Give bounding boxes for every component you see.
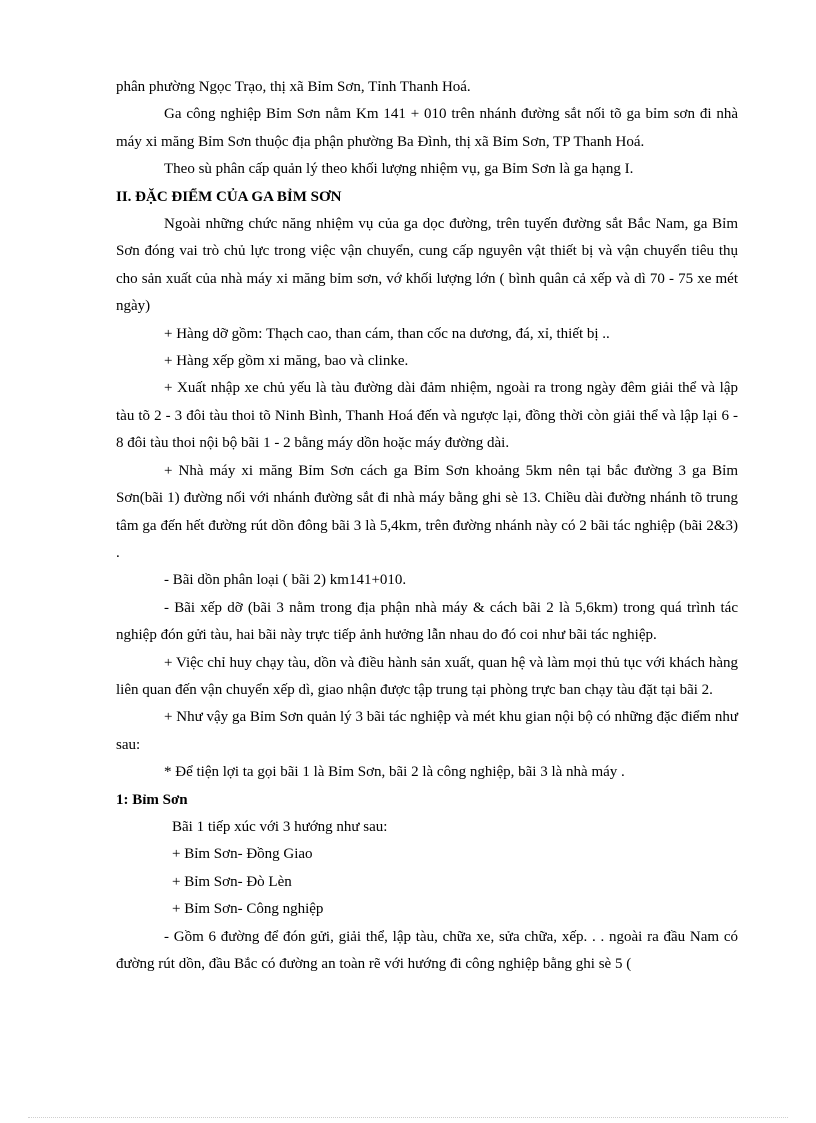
paragraph-station-class: Theo sù phân cấp quản lý theo khối lượng nhiệm vụ, ga Bỉm Sơn là ga hạng I. [164, 161, 634, 178]
direction-item-do-len: + Bỉm Sơn- Đò Lèn [172, 873, 292, 890]
paragraph-tracks: - Gồm 6 đường để đón gửi, giải thể, lập tàu, chữa xe, sửa chữa, xếp. . . ngoài ra đầu Nam có đường rút dồn, đầu Bắc có đường an toàn rẽ với hướng đi công nghiệp bằng ghi sè 5 ( [116, 928, 738, 972]
direction-item-dong-giao: + Bỉm Sơn- Đồng Giao [172, 846, 313, 863]
direction-item-cong-nghiep: + Bỉm Sơn- Công nghiệp [172, 901, 324, 918]
list-item-summary: + Như vậy ga Bỉm Sơn quản lý 3 bãi tác nghiệp và mét khu gian nội bộ có những đặc điểm như sau: [116, 709, 738, 753]
list-item-load: + Hàng xếp gồm xi măng, bao và clinke. [164, 353, 409, 370]
paragraph-functions: Ngoài những chức năng nhiệm vụ của ga dọc đường, trên tuyến đường sắt Bắc Nam, ga Bỉm Sơn đóng vai trò chủ lực trong việc vận chuyển, cung cấp nguyên vật thiết bị và vận chuyển tiêu thụ cho sản xuất của nhà máy xi măng bỉm sơn, vớ khối lượng lớn ( bình quân cả xếp và dì 70 - 75 xe mét ngày) [116, 216, 738, 315]
note-naming: * Để tiện lợi ta gọi bãi 1 là Bỉm Sơn, bãi 2 là công nghiệp, bãi 3 là nhà máy . [164, 764, 625, 781]
paragraph-directions-intro: Bãi 1 tiếp xúc với 3 hướng như sau: [172, 818, 388, 835]
list-item-unload: + Hàng dỡ gồm: Thạch cao, than cám, than cốc na dương, đá, xỉ, thiết bị .. [164, 325, 610, 342]
list-item-import-export: + Xuất nhập xe chủ yếu là tàu đường dài đảm nhiệm, ngoài ra trong ngày đêm giải thể và lập tàu tõ 2 - 3 đôi tàu thoi tõ Ninh Bình, Thanh Hoá đến và ngược lại, đồng thời còn giải thể và lập lại 6 - 8 đôi tàu thoi nội bộ bãi 1 - 2 bằng máy dồn hoặc máy đường dài. [116, 380, 738, 452]
list-item-sorting-yard: - Bãi dồn phân loại ( bãi 2) km141+010. [164, 572, 407, 589]
list-item-dispatch: + Việc chỉ huy chạy tàu, dồn và điều hành sản xuất, quan hệ và làm mọi thủ tục với khách hàng liên quan đến vận chuyển xếp dì, giao nhận được tập trung tại phòng trực ban chạy tàu đặt tại bãi 2. [116, 654, 738, 698]
section-heading-2: II. ĐẶC ĐIỂM CỦA GA BỈM SƠN [116, 188, 342, 205]
paragraph-continuation: phân phường Ngọc Trạo, thị xã Bỉm Sơn, Tỉnh Thanh Hoá. [116, 79, 471, 95]
subsection-heading-1: 1: Bỉm Sơn [116, 791, 188, 808]
paragraph-industrial-station: Ga công nghiệp Bỉm Sơn nằm Km 141 + 010 trên nhánh đường sắt nối tõ ga bỉm sơn đi nhà máy xi măng Bỉm Sơn thuộc địa phận phường Ba Đình, thị xã Bỉm Sơn, TP Thanh Hoá. [116, 106, 738, 150]
list-item-cement-plant: + Nhà máy xi măng Bỉm Sơn cách ga Bỉm Sơn khoảng 5km nên tại bắc đường 3 ga Bỉm Sơn(bãi 1) đường nối với nhánh đường sắt đi nhà máy bằng ghi sè 13. Chiều dài đường nhánh tõ trung tâm ga đến hết đường rút dồn đông bãi 3 là 5,4km, trên đường nhánh này có 2 bãi tác nghiệp (bãi 2&3) . [116, 462, 738, 561]
list-item-loading-yard: - Bãi xếp dỡ (bãi 3 nằm trong địa phận nhà máy & cách bãi 2 là 5,6km) trong quá trình tác nghiệp đón gửi tàu, hai bãi này trực tiếp ảnh hưởng lẫn nhau do đó coi như bãi tác nghiệp. [116, 599, 738, 644]
document-body [116, 74, 738, 978]
page-bottom-rule [28, 1117, 788, 1118]
